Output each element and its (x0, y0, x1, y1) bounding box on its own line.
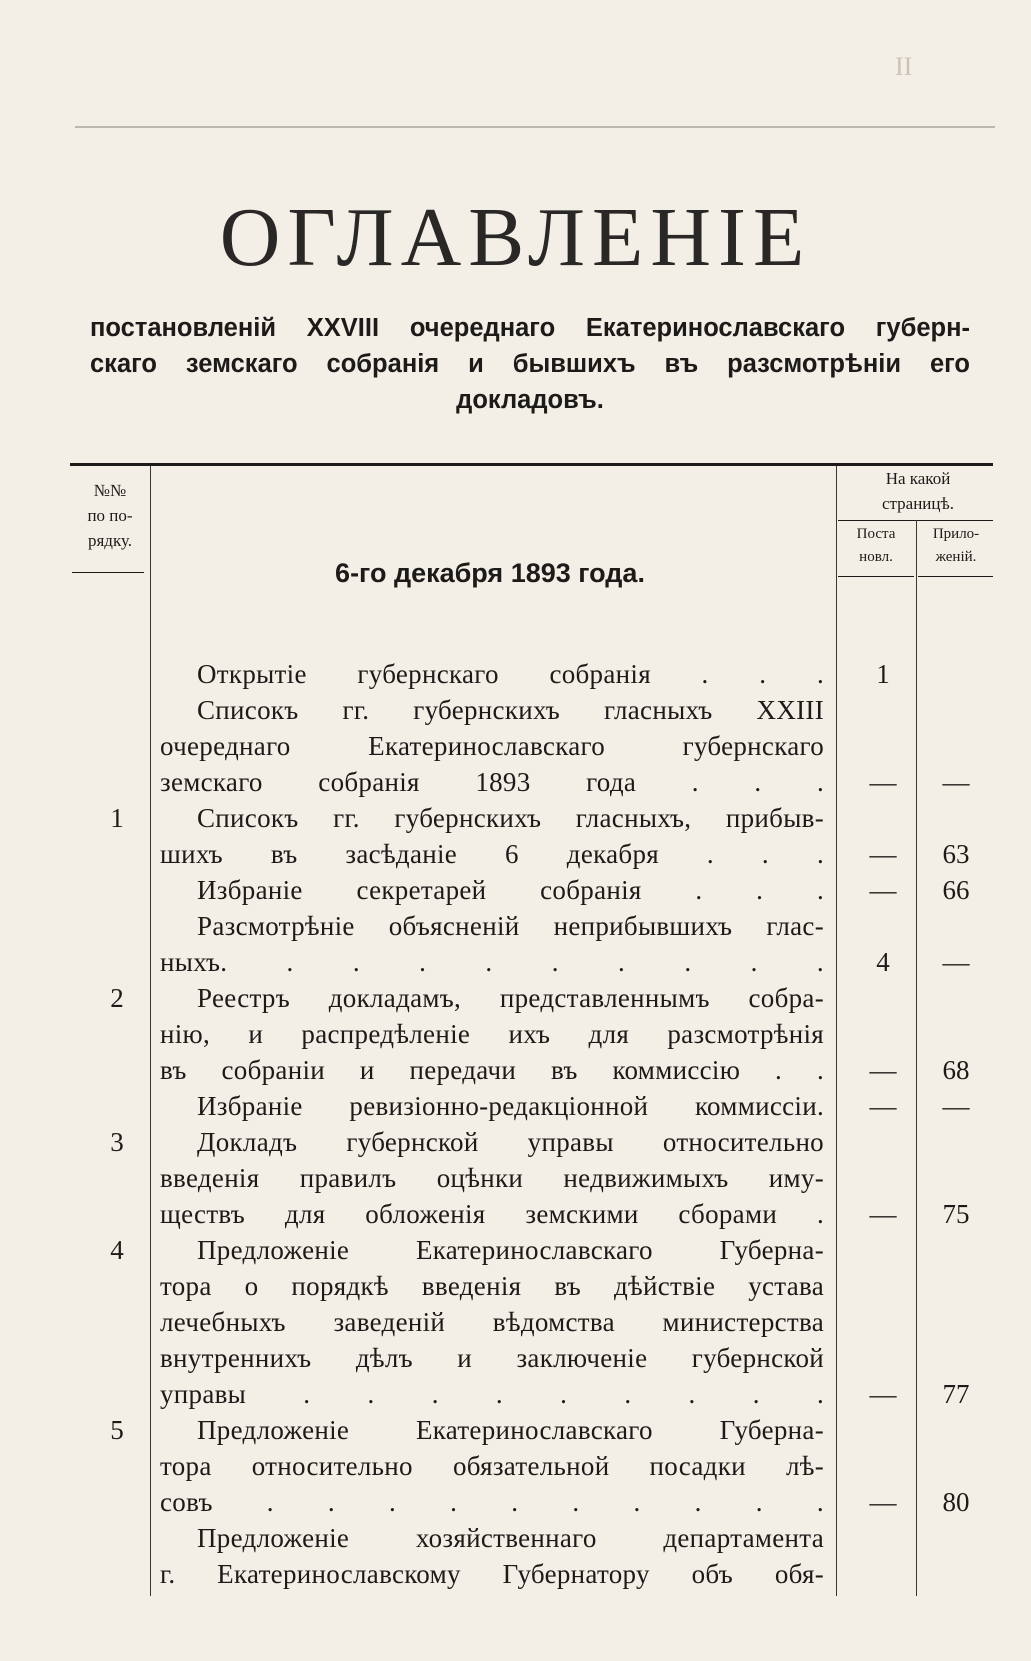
header-text: страницѣ. (881, 494, 954, 513)
page-subcol-underline-1 (838, 576, 914, 577)
entry-appendix-page: 80 (942, 1487, 970, 1517)
entry-line: Избраніе ревизіонно-редакціонной коммиссіи. (197, 1091, 824, 1121)
subtitle-line: докладовъ. (456, 386, 604, 414)
entry-resolution-page: 4 (876, 947, 890, 977)
entry-line: Предложеніе Екатеринославскаго Губерна- (197, 1235, 824, 1265)
entry-number: 2 (110, 983, 124, 1013)
entry-line: Предложеніе Екатеринославскаго Губерна- (197, 1415, 824, 1445)
entry-appendix-page: 66 (942, 875, 970, 905)
header-page-column (838, 466, 998, 516)
entry-line: внутреннихъ дѣлъ и заключеніе губернской (160, 1343, 824, 1373)
header-text: женій. (935, 549, 977, 565)
entry-resolution-page: — (869, 1055, 897, 1085)
entry-resolution-page: — (869, 767, 897, 797)
page-number: II (895, 52, 913, 81)
header-text: по по- (87, 506, 133, 525)
entry-line: Открытіе губернскаго собранія . . . (197, 659, 824, 689)
header-text: Прило- (932, 526, 980, 542)
entry-line: Списокъ гг. губернскихъ гласныхъ XXIII (197, 695, 824, 725)
page-title: ОГЛАВЛЕНІЕ (219, 191, 812, 284)
entry-resolution-page: — (869, 1199, 897, 1229)
entry-appendix-page: 75 (942, 1199, 970, 1229)
section-heading: 6-го декабря 1893 года. (335, 558, 645, 588)
entry-appendix-page: 63 (942, 839, 970, 869)
entry-line: совъ . . . . . . . . . . (160, 1487, 824, 1517)
header-appendix-column (918, 523, 994, 569)
entry-appendix-page: 77 (942, 1379, 970, 1409)
entry-line: Предложеніе хозяйственнаго департамента (197, 1523, 824, 1553)
header-number-column (70, 478, 150, 553)
top-rule (75, 126, 995, 128)
entry-line: управы . . . . . . . . . (160, 1379, 824, 1409)
entry-number: 1 (110, 803, 124, 833)
entry-line: Избраніе секретарей собранія . . . (197, 875, 824, 905)
entry-line: лечебныхъ заведеній вѣдомства министерства (160, 1307, 824, 1337)
entry-line: введенія правилъ оцѣнки недвижимыхъ иму- (160, 1163, 824, 1193)
entry-line: Списокъ гг. губернскихъ гласныхъ, прибыв- (197, 803, 824, 833)
entry-line: земскаго собранія 1893 года . . . (160, 767, 824, 797)
page-subcol-underline-2 (918, 576, 993, 577)
entry-resolution-page: — (869, 1091, 897, 1121)
entry-line: очереднаго Екатеринославскаго губернскаго (160, 731, 824, 761)
entry-resolution-page: — (869, 1487, 897, 1517)
subtitle-line: скаго земскаго собранія и бывшихъ въ разсмотрѣніи его (90, 350, 970, 378)
column-divider-page (836, 466, 837, 1596)
entry-line: Реестръ докладамъ, представленнымъ собра- (197, 983, 824, 1013)
entry-resolution-page: 1 (876, 659, 890, 689)
entry-appendix-page: — (942, 767, 970, 797)
entry-appendix-page: — (942, 1091, 970, 1121)
entry-number: 3 (110, 1127, 124, 1157)
entry-line: г. Екатеринославскому Губернатору объ обя- (160, 1559, 824, 1589)
number-col-underline (72, 572, 144, 573)
entry-line: въ собраніи и передачи въ коммиссію . . (160, 1055, 824, 1085)
header-resolutions-column (838, 523, 914, 569)
entry-line: тора относительно обязательной посадки лѣ- (160, 1451, 824, 1481)
entry-number: 5 (110, 1415, 124, 1445)
entry-line: нію, и распредѣленіе ихъ для разсмотрѣнія (160, 1019, 824, 1049)
header-text: рядку. (87, 531, 133, 550)
entry-resolution-page: — (869, 1379, 897, 1409)
subtitle (90, 310, 970, 418)
entry-line: ществъ для обложенія земскими сборами . (160, 1199, 824, 1229)
entry-appendix-page: 68 (942, 1055, 970, 1085)
entry-line: Разсмотрѣніе объясненій неприбывшихъ глас- (197, 911, 824, 941)
entry-line: Докладъ губернской управы относительно (197, 1127, 824, 1157)
header-text: Поста (856, 526, 896, 542)
entry-appendix-page: — (942, 947, 970, 977)
header-text: На какой (885, 469, 951, 488)
entry-resolution-page: — (869, 875, 897, 905)
header-text: новл. (859, 549, 893, 565)
header-text: №№ (93, 481, 127, 500)
entry-line: тора о порядкѣ введенія въ дѣйствіе устава (160, 1271, 824, 1301)
entry-number: 4 (110, 1235, 124, 1265)
entry-line: ныхъ. . . . . . . . . . (160, 947, 824, 977)
subtitle-line: постановленій XXVIII очереднаго Екатеринославскаго губерн- (90, 314, 970, 342)
entry-line: шихъ въ засѣданіе 6 декабря . . . (160, 839, 824, 869)
entry-resolution-page: — (869, 839, 897, 869)
